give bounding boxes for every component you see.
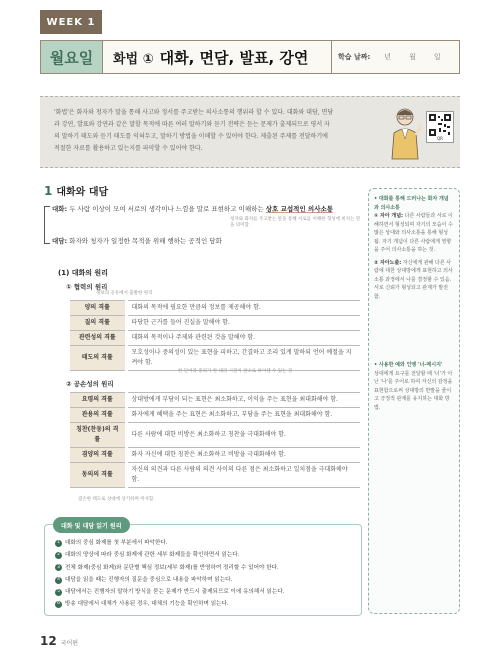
page-footer: [40, 634, 78, 648]
sidebar-subhead: ① 자아 개념:: [374, 213, 404, 219]
section-title-text: 대화와 대담: [56, 187, 109, 198]
maxim-name: 관련성의 격률: [70, 331, 126, 346]
section-number: 1: [44, 184, 53, 198]
definition-dialogue: [52, 204, 362, 215]
month-label: 월: [409, 53, 416, 61]
maxim-desc: 대화의 목적이나 주제와 관련된 것을 말해야 함.: [126, 331, 360, 346]
cooperation-note: 정보의 공유에서 출발한 원리: [96, 291, 153, 296]
maxim-desc: 화자 자신에 대한 칭찬은 최소화하고 비방을 극대화해야 함.: [126, 448, 360, 463]
day-label: 월요일: [41, 41, 103, 73]
maxim-name: 양의 격률: [70, 301, 126, 316]
table-row: [70, 393, 360, 408]
sidebar-text: 자신에게 관해 다른 사람에 대한 상대방에게 표현하고 의사소통 과정에서 나를 결정할 수 있음. 서로 신뢰가 형성되고 관계가 발전함.: [374, 259, 453, 300]
maxim-name: 겸양의 격률: [70, 448, 126, 463]
cooperation-tiny-note: 한 단어라 중의가 한 대리 시전이 판소로 하이텐 수 있는 것: [178, 369, 293, 374]
week-label: WEEK 1: [40, 10, 102, 34]
table-row: [70, 448, 360, 463]
maxim-name: 관용의 격률: [70, 408, 126, 423]
sidebar-text: 상대에게 요구를 전달할 때 '너'가 아닌 '나'를 주어로 하여 자신의 감정을 표현함으로써 상대방의 반발을 줄이고 긍정적 관계를 유지하는 대화 방법.: [374, 370, 453, 411]
maxim-desc: 대화의 목적에 필요한 만큼의 정보를 제공해야 함.: [126, 301, 360, 316]
item-text: 전체 화제(중심 화제)와 문단별 핵심 정보(세부 화제)를 반영하여 정리할 수 있어야 한다.: [65, 564, 279, 571]
item-number: 4: [55, 577, 62, 584]
maxim-desc: 화자에게 혜택을 주는 표현은 최소화하고, 부담을 주는 표현을 최대화해야 함.: [126, 408, 360, 423]
sidebar-note-heading: • 대화를 통해 드러나는 화자 개념 과 의사소통: [374, 196, 449, 211]
list-item: [55, 586, 355, 598]
page-number: 12: [40, 634, 57, 648]
day-unit-label: 일: [433, 53, 441, 61]
item-number: 1: [55, 540, 62, 547]
sidebar-note-2: [374, 361, 454, 412]
definition-note: 청자와 화자를 주고받는 말을 통해 서로를 이해한 형성에 비치는 말을 의미함.: [230, 217, 361, 228]
item-number: 3: [55, 564, 62, 571]
maxim-desc: 상대방에게 부담이 되는 표현은 최소화하고, 이익을 주는 표현을 최대화해야 함.: [126, 393, 360, 408]
list-item: [55, 574, 355, 586]
list-item: [55, 537, 355, 549]
definition-discussion: [52, 236, 222, 245]
maxim-desc: 자신의 의견과 다른 사람의 의견 사이의 다른 점은 최소화하고 일치점을 극대화해야 함.: [126, 463, 360, 488]
table-row: [70, 316, 360, 331]
item-text: 대화의 양상에 따라 중심 화제에 관한 세부 화제들을 확인하면서 읽는다.: [65, 552, 240, 559]
item-number: 2: [55, 552, 62, 559]
maxim-desc: 타당한 근거를 들어 진실을 말해야 함.: [126, 316, 360, 331]
sidebar-note-heading: • 사용한 예와 인맹 '너-메시지': [374, 362, 443, 368]
sidebar-notes: [368, 188, 460, 614]
item-number: 5: [55, 589, 62, 596]
principles-heading: (1) 대화의 원리: [58, 269, 108, 277]
item-text: 대담을 읽을 때는 진행자의 질문을 중심으로 내용을 파악하며 읽는다.: [65, 576, 233, 583]
table-row: [70, 423, 360, 448]
table-row: [70, 346, 360, 371]
intro-text: '화법'은 화자와 청자가 말을 통해 사고와 정서를 주고받는 의사소통의 행위라 할 수 있다. 대화와 대담, 면담과 강연, 발표와 강연과 같은 말할 목적에 따른 여러 말하기와 듣기 전략은 듣는 문제가 출제되므로 평서 자의 말하기 태도와 듣기 태도를 익혀두고, 말하기 방법을 이해할 수 있어야 한다. 제출된 주제를 전달하기에 적절한 자료를 활용하고 있는지를 파악할 수 있어야 한다.: [54, 109, 334, 152]
sidebar-text: 다른 사람들과 서로 이해하면서 형성되며 자기의 모습이 수많은 상대와 의사소통을 통해 형성됨. 자기 개념이 다른 사람에게 영향을 주어 의사소통을 하는 것.: [374, 213, 453, 253]
politeness-note: 겸손한 태도로 상대에 상기하며 미사함.: [78, 497, 155, 502]
page-title: 대화, 면담, 발표, 강연: [159, 48, 309, 67]
list-item: [55, 562, 355, 574]
item-text: 대화의 중심 화제를 첫 부분에서 파악한다.: [65, 540, 168, 546]
table-row: [70, 301, 360, 316]
item-number: 6: [55, 601, 62, 608]
cooperation-heading: ① 협력의 원리: [66, 283, 108, 291]
list-item: [55, 549, 355, 561]
maxim-desc: 모호성이나 중의성이 있는 표현을 피하고, 간결하고 조리 있게 말하되 언어 예절을 지켜야 함.: [126, 346, 360, 371]
book-label: 국어편: [60, 640, 79, 647]
sidebar-subhead: ② 자아노출:: [374, 259, 402, 266]
maxim-name: 동의의 격률: [70, 463, 126, 488]
reading-principles-tab: 대화 및 대담 읽기 원리: [53, 517, 130, 533]
key-term-mutual-communication: 상호 교섭적인 의사소통: [265, 205, 334, 213]
definition-discussion-text: 화자와 청자가 일정한 목적을 위해 행하는 공적인 담화: [69, 237, 222, 245]
definition-dialogue-text: 두 사람 이상이 모여 서로의 생각이나 느낌을 말로 표현하고 이해하는: [69, 205, 266, 213]
study-date-label: 학습 날짜:: [338, 53, 371, 61]
qr-label: QR: [437, 136, 443, 141]
maxim-desc: 다른 사람에 대한 비방은 최소화하고 칭찬을 극대화해야 함.: [126, 423, 360, 448]
term-discussion: 대담:: [52, 237, 68, 245]
lesson-header: [40, 40, 460, 74]
cooperation-table: [70, 300, 360, 371]
maxim-name: 요령의 격률: [70, 393, 126, 408]
table-row: [70, 463, 360, 488]
maxim-name: 칭찬(찬동)의 격률: [70, 423, 126, 448]
reading-principles-list: [55, 537, 355, 611]
politeness-heading: ② 공손성의 원리: [66, 380, 114, 388]
table-row: [70, 408, 360, 423]
qr-code-icon: [429, 114, 451, 136]
item-text: 방송 대담에서 대체가 사용된 경우, 대체의 기능을 확인하며 읽는다.: [65, 601, 229, 608]
politeness-table: [70, 392, 360, 488]
year-label: 년: [384, 53, 392, 61]
qr-code[interactable]: [426, 111, 454, 143]
intro-box: [40, 96, 460, 168]
study-date-box: [331, 41, 459, 73]
chapter-label: 화법 ①: [113, 51, 154, 67]
list-item: [55, 598, 355, 610]
definition-bracket: [44, 206, 50, 244]
section-title: [44, 183, 108, 198]
maxim-name: 질의 격률: [70, 316, 126, 331]
table-row: [70, 331, 360, 346]
term-dialogue: 대화:: [52, 205, 68, 213]
reading-principles-box: [44, 524, 362, 616]
sidebar-note-1: [374, 195, 454, 301]
teacher-illustration-icon: [388, 105, 422, 161]
item-text: 대담에서는 진행자의 말하기 방식을 묻는 문제가 반드시 출제되므로 이에 유의해서 읽는다.: [65, 589, 285, 596]
maxim-name: 태도의 격률: [70, 346, 126, 371]
